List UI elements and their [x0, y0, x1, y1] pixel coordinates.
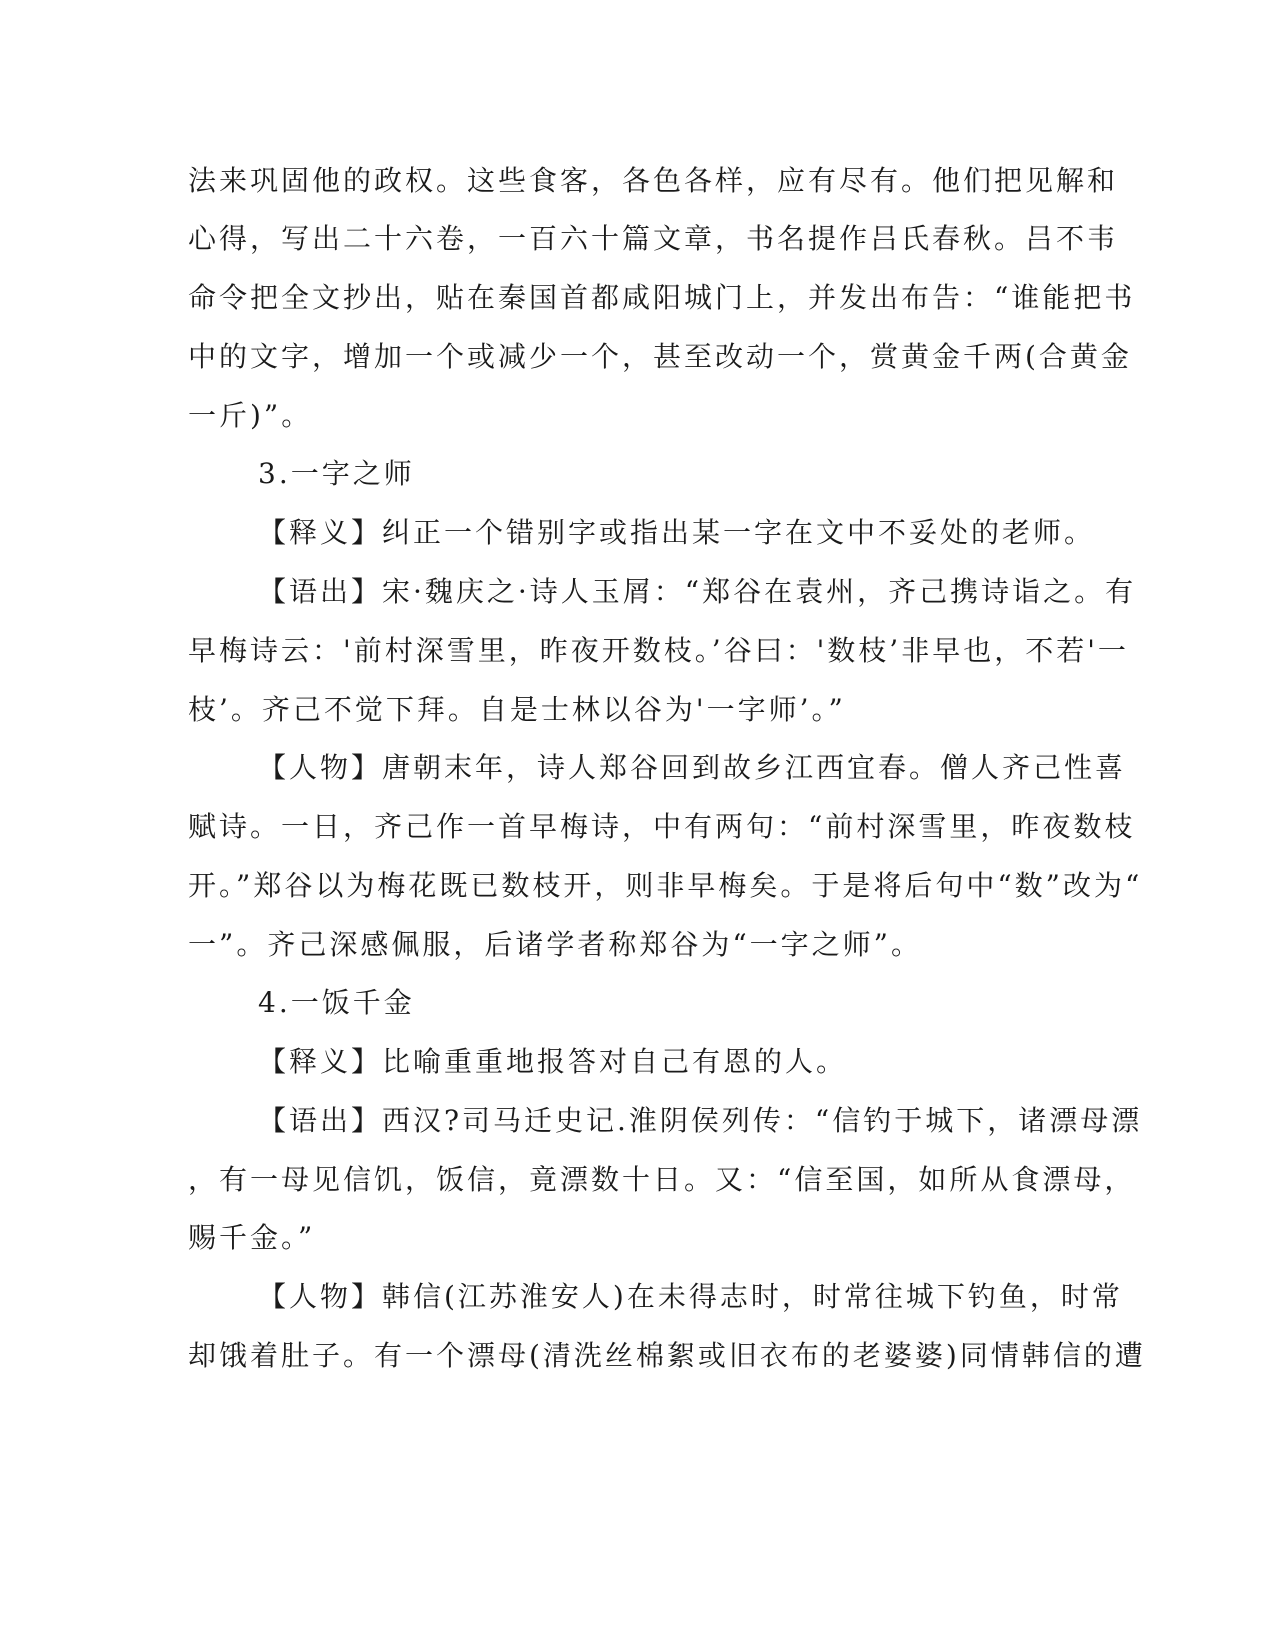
paragraph-line: 开。”郑谷以为梅花既已数枝开，则非早梅矣。于是将后句中“数”改为“: [188, 869, 1143, 902]
paragraph-line: 赐千金。”: [188, 1221, 316, 1254]
paragraph-line: 【语出】宋·魏庆之·诗人玉屑：“郑谷在袁州，齐己携诗诣之。有: [258, 575, 1137, 608]
paragraph-line: 枝’。齐己不觉下拜。自是士林以谷为'一字师’。”: [188, 693, 846, 726]
paragraph-line: 一斤)”。: [188, 399, 313, 432]
paragraph-line: 心得，写出二十六卷，一百六十篇文章，书名提作吕氏春秋。吕不韦: [188, 222, 1119, 255]
paragraph-line: 中的文字，增加一个或减少一个，甚至改动一个，赏黄金千两(合黄金: [188, 340, 1132, 373]
paragraph-line: 法来巩固他的政权。这些食客，各色各样，应有尽有。他们把见解和: [188, 164, 1119, 197]
paragraph-line: 【语出】西汉?司马迁史记.淮阴侯列传：“信钓于城下，诸漂母漂: [258, 1104, 1143, 1137]
paragraph-line: 却饿着肚子。有一个漂母(清洗丝棉絮或旧衣布的老婆婆)同情韩信的遭: [188, 1339, 1146, 1372]
paragraph-line: 【人物】韩信(江苏淮安人)在未得志时，时常往城下钓鱼，时常: [258, 1280, 1123, 1313]
paragraph-line: 【释义】纠正一个错别字或指出某一字在文中不妥处的老师。: [258, 516, 1096, 549]
section-heading: 4.一饭千金: [258, 986, 415, 1019]
paragraph-line: 一”。齐己深感佩服，后诸学者称郑谷为“一字之师”。: [188, 928, 922, 961]
section-heading: 3.一字之师: [258, 457, 415, 490]
paragraph-line: 早梅诗云：'前村深雪里，昨夜开数枝。’谷曰：'数枝’非早也，不若'一: [188, 634, 1129, 667]
paragraph-line: 【释义】比喻重重地报答对自己有恩的人。: [258, 1045, 848, 1078]
paragraph-line: 赋诗。一日，齐己作一首早梅诗，中有两句：“前村深雪里，昨夜数枝: [188, 810, 1136, 843]
paragraph-line: ，有一母见信饥，饭信，竟漂数十日。又：“信至国，如所从食漂母，: [188, 1163, 1136, 1196]
paragraph-line: 【人物】唐朝末年，诗人郑谷回到故乡江西宜春。僧人齐己性喜: [258, 751, 1127, 784]
paragraph-line: 命令把全文抄出，贴在秦国首都咸阳城门上，并发出布告：“谁能把书: [188, 281, 1136, 314]
